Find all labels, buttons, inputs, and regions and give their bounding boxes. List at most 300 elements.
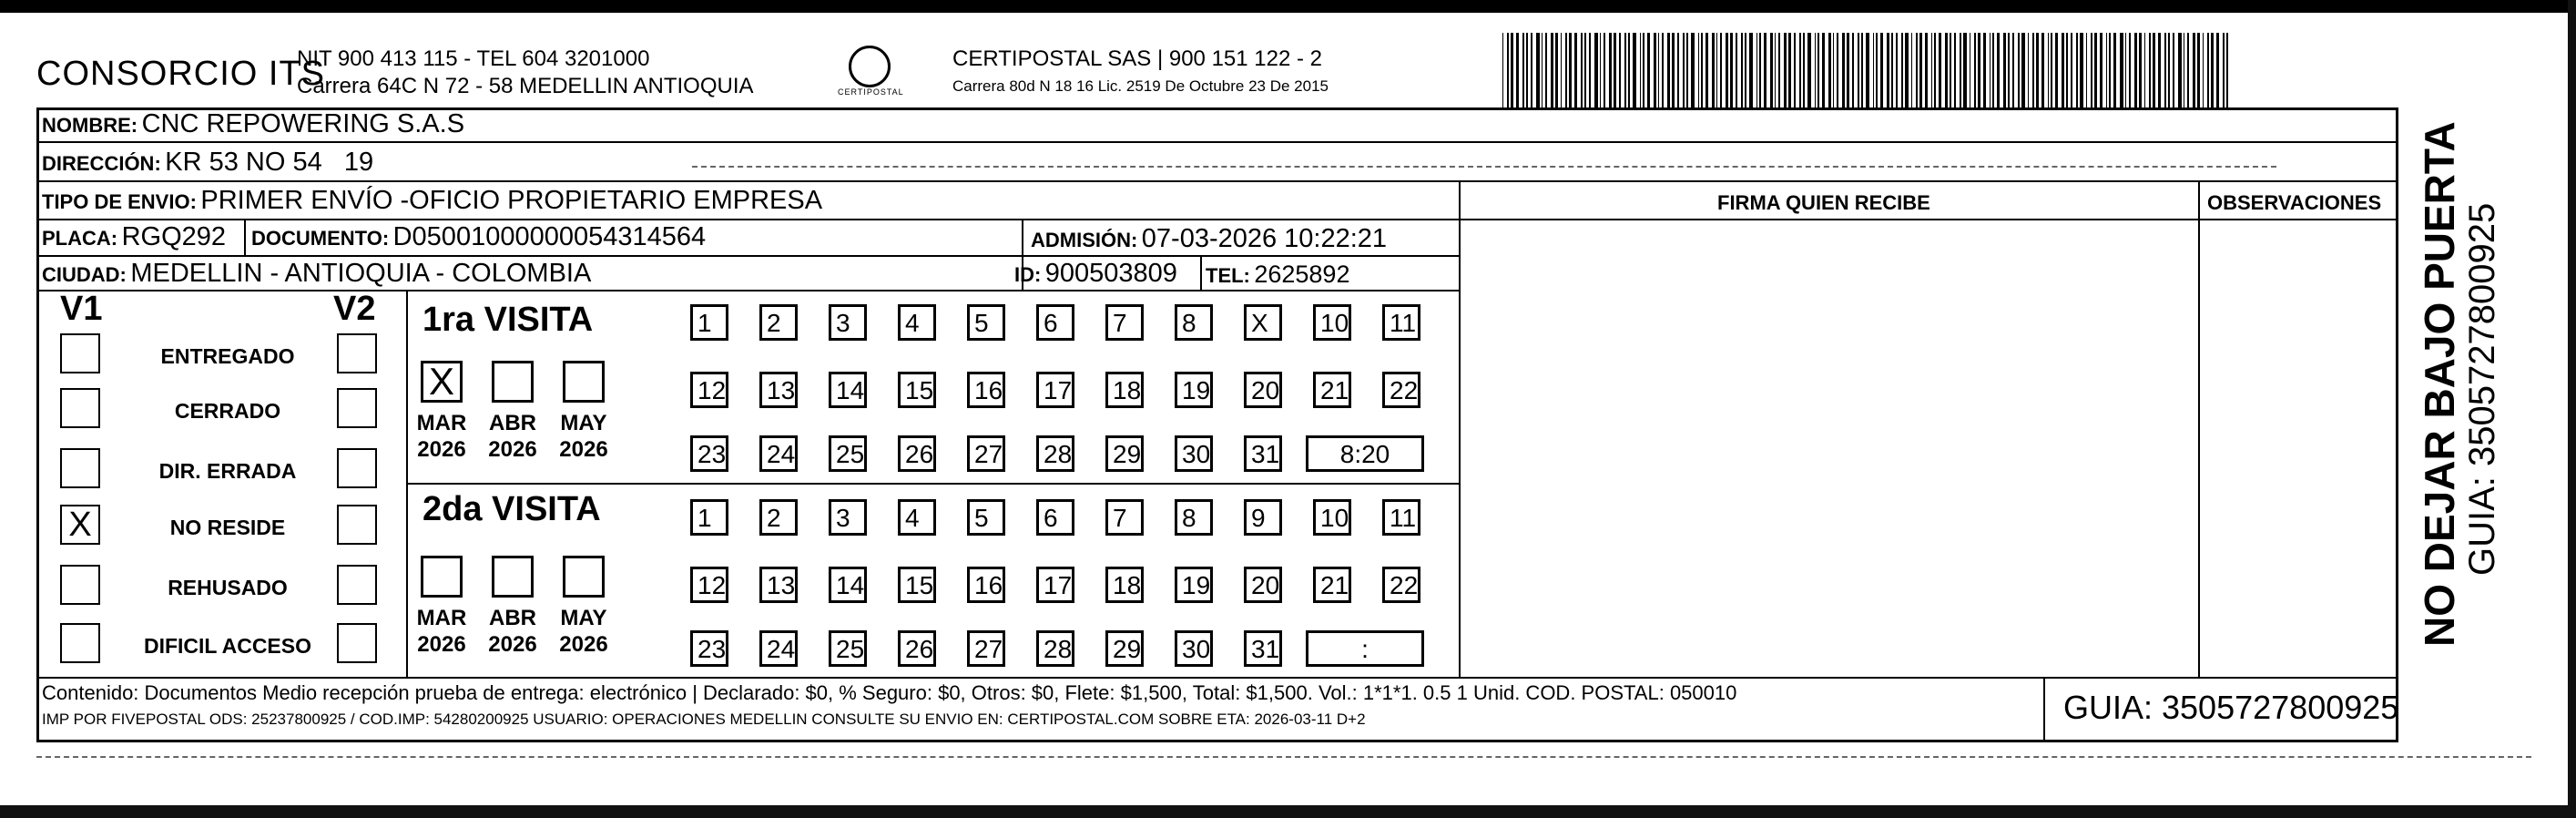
day-box[interactable]: 20: [1244, 567, 1282, 603]
carrier-line: CERTIPOSTAL SAS | 900 151 122 - 2: [952, 46, 1322, 71]
month-label: MAY 2026: [559, 606, 608, 657]
v2-checkbox[interactable]: [337, 448, 377, 488]
barcode-bar: [2187, 33, 2189, 107]
day-box[interactable]: 31: [1244, 630, 1282, 667]
barcode-bar: [1619, 33, 1620, 107]
month-checkbox[interactable]: [563, 361, 605, 403]
barcode-bar: [1764, 33, 1767, 107]
day-box[interactable]: 24: [759, 435, 798, 472]
barcode-bar: [2071, 33, 2072, 107]
barcode-bar: [1775, 33, 1776, 107]
top-edge-bar: [0, 0, 2576, 13]
v2-checkbox[interactable]: [337, 333, 377, 373]
barcode-bar: [1745, 33, 1747, 107]
id-value: 900503809: [1044, 259, 1177, 288]
day-box[interactable]: 1: [690, 499, 728, 536]
barcode-bar: [1614, 33, 1616, 107]
divider: [1459, 219, 2398, 220]
status-label: REHUSADO: [168, 576, 288, 599]
day-box[interactable]: X: [1244, 304, 1282, 341]
barcode-bar: [1561, 33, 1562, 107]
day-box[interactable]: 8: [1175, 499, 1213, 536]
barcode-bar: [1712, 33, 1715, 107]
barcode-bar: [2129, 33, 2131, 107]
divider: [406, 290, 408, 677]
barcode-bar: [2012, 33, 2014, 107]
barcode-bar: [1794, 33, 1795, 107]
day-box[interactable]: 21: [1313, 567, 1351, 603]
first-visit-title: 1ra VISITA: [423, 301, 594, 339]
day-box[interactable]: 29: [1105, 435, 1144, 472]
divider: [244, 219, 246, 255]
barcode-bar: [1662, 33, 1664, 107]
barcode-bar: [1916, 33, 1918, 107]
side-guia: GUIA: 3505727800925: [2462, 202, 2502, 576]
day-box[interactable]: 2: [759, 499, 798, 536]
day-box[interactable]: 24: [759, 630, 798, 667]
day-box[interactable]: 31: [1244, 435, 1282, 472]
company-name: CONSORCIO ITS: [36, 55, 326, 93]
barcode-bar: [1911, 33, 1912, 107]
month-label: MAR 2026: [416, 411, 467, 462]
day-box[interactable]: 29: [1105, 630, 1144, 667]
day-box[interactable]: 11: [1382, 304, 1420, 341]
day-box[interactable]: 12: [690, 372, 728, 408]
barcode-bar: [1658, 33, 1659, 107]
imp-line: IMP POR FIVEPOSTAL ODS: 25237800925 / COD.IMP: 54280200925 USUARIO: OPERACIONES MEDELLIN CONSULTE SU ENVIO EN: CERTIPOSTAL.COM SOBRE ETA: 2026-03-11 D+2: [42, 711, 1366, 728]
right-edge-bar: [2568, 0, 2576, 818]
ciudad-row: [42, 259, 591, 289]
barcode-bar: [1545, 33, 1547, 107]
barcode-bar: [1749, 33, 1752, 107]
month-checkbox[interactable]: [492, 556, 534, 598]
admision-label: ADMISIÓN:: [1031, 229, 1138, 251]
day-box[interactable]: 27: [967, 630, 1005, 667]
v2-checkbox[interactable]: [337, 623, 377, 663]
barcode-bar: [2032, 33, 2034, 107]
barcode: [1502, 33, 2231, 107]
tel-row: [1206, 261, 1349, 289]
barcode-bar: [2211, 33, 2214, 107]
day-box[interactable]: 30: [1175, 630, 1213, 667]
address-line: Carrera 64C N 72 - 58 MEDELLIN ANTIOQUIA: [297, 74, 754, 98]
day-box[interactable]: 19: [1175, 567, 1213, 603]
barcode-bar: [1654, 33, 1656, 107]
barcode-bar: [1963, 33, 1966, 107]
barcode-bar: [2164, 33, 2165, 107]
barcode-bar: [1858, 33, 1859, 107]
barcode-bar: [2158, 33, 2161, 107]
barcode-bar: [2003, 33, 2006, 107]
day-box[interactable]: 6: [1036, 304, 1074, 341]
barcode-bar: [2076, 33, 2079, 107]
certipostal-logo: [838, 46, 904, 97]
barcode-bar: [1837, 33, 1838, 107]
barcode-bar: [2048, 33, 2049, 107]
barcode-bar: [1799, 33, 1801, 107]
divider: [36, 290, 1459, 291]
logo-icon: [849, 46, 891, 87]
barcode-bar: [2207, 33, 2209, 107]
month-label: ABR 2026: [488, 411, 537, 462]
barcode-bar: [1600, 33, 1601, 107]
barcode-bar: [1741, 33, 1743, 107]
barcode-bar: [1633, 33, 1635, 107]
barcode-bar: [1542, 33, 1543, 107]
divider: [36, 180, 2398, 182]
barcode-bar: [2173, 33, 2175, 107]
day-box[interactable]: 27: [967, 435, 1005, 472]
barcode-bar: [1691, 33, 1694, 107]
barcode-bar: [2106, 33, 2107, 107]
day-box[interactable]: 14: [829, 567, 867, 603]
day-box[interactable]: 17: [1036, 372, 1074, 408]
barcode-bar: [2100, 33, 2103, 107]
barcode-bar: [1960, 33, 1962, 107]
month-checkbox[interactable]: [563, 556, 605, 598]
barcode-bar: [2125, 33, 2126, 107]
barcode-bar: [1919, 33, 1922, 107]
month-label: MAR 2026: [416, 606, 467, 657]
barcode-bar: [1551, 33, 1553, 107]
bottom-edge-bar: [0, 805, 2576, 818]
day-box[interactable]: 30: [1175, 435, 1213, 472]
barcode-bar: [1788, 33, 1791, 107]
barcode-bar: [2149, 33, 2151, 107]
barcode-bar: [1516, 33, 1519, 107]
tipo-row: [42, 186, 822, 216]
barcode-bar: [1990, 33, 1991, 107]
barcode-bar: [2216, 33, 2219, 107]
admision-row: [1031, 224, 1387, 254]
day-box[interactable]: 23: [690, 435, 728, 472]
barcode-bar: [1905, 33, 1908, 107]
barcode-bar: [1901, 33, 1904, 107]
day-box[interactable]: 22: [1382, 567, 1420, 603]
day-box[interactable]: 13: [759, 372, 798, 408]
barcode-bar: [2091, 33, 2092, 107]
no-dejar-text: NO DEJAR BAJO PUERTA: [2416, 121, 2463, 647]
barcode-bar: [2041, 33, 2044, 107]
barcode-bar: [2223, 33, 2224, 107]
barcode-bar: [2203, 33, 2204, 107]
day-box[interactable]: 26: [898, 630, 936, 667]
barcode-bar: [2193, 33, 2195, 107]
barcode-bar: [1584, 33, 1586, 107]
barcode-bar: [1531, 33, 1533, 107]
barcode-bar: [1677, 33, 1678, 107]
barcode-bar: [1686, 33, 1689, 107]
day-box[interactable]: 4: [898, 499, 936, 536]
barcode-bar: [1997, 33, 2000, 107]
day-box[interactable]: 14: [829, 372, 867, 408]
barcode-bar: [2094, 33, 2097, 107]
v1-checkbox[interactable]: [60, 448, 100, 488]
barcode-bar: [1624, 33, 1626, 107]
day-box[interactable]: 20: [1244, 372, 1282, 408]
time-box[interactable]: 8:20: [1306, 435, 1424, 472]
barcode-bar: [1880, 33, 1883, 107]
barcode-bar: [2134, 33, 2137, 107]
barcode-bar: [1778, 33, 1780, 107]
barcode-bar: [1581, 33, 1582, 107]
barcode-bar: [2109, 33, 2111, 107]
barcode-bar: [1954, 33, 1956, 107]
barcode-bar: [1647, 33, 1650, 107]
month-label: ABR 2026: [488, 606, 537, 657]
month-checkbox[interactable]: [421, 556, 463, 598]
barcode-bar: [1992, 33, 1994, 107]
barcode-bar: [1873, 33, 1874, 107]
barcode-bar: [1803, 33, 1806, 107]
barcode-bar: [1604, 33, 1605, 107]
v2-checkbox[interactable]: [337, 505, 377, 545]
firma-label: FIRMA QUIEN RECIBE: [1717, 191, 1930, 214]
nit-line: NIT 900 413 115 - TEL 604 3201000: [297, 46, 650, 71]
barcode-bar: [2021, 33, 2024, 107]
barcode-bar: [1759, 33, 1761, 107]
direccion-row: [42, 148, 373, 178]
barcode-bar: [1720, 33, 1722, 107]
placa-label: PLACA:: [42, 227, 118, 250]
barcode-bar: [2113, 33, 2116, 107]
day-box[interactable]: 11: [1382, 499, 1420, 536]
barcode-bar: [1876, 33, 1878, 107]
day-box[interactable]: 23: [690, 630, 728, 667]
admision-value: 07-03-2026 10:22:21: [1141, 224, 1388, 253]
day-box[interactable]: 18: [1105, 567, 1144, 603]
barcode-bar: [1565, 33, 1567, 107]
divider: [2043, 677, 2045, 742]
barcode-bar: [1939, 33, 1941, 107]
nombre-row: [42, 109, 464, 139]
status-label: CERRADO: [174, 399, 281, 423]
dashed-line: [692, 166, 2276, 168]
barcode-bar: [2226, 33, 2228, 107]
barcode-bar: [1522, 33, 1523, 107]
v2-checkbox[interactable]: [337, 388, 377, 428]
barcode-bar: [2086, 33, 2087, 107]
barcode-bar: [1511, 33, 1513, 107]
barcode-bar: [1931, 33, 1932, 107]
barcode-bar: [1705, 33, 1708, 107]
barcode-bar: [1716, 33, 1717, 107]
status-label: DIR. ERRADA: [158, 459, 297, 483]
day-box[interactable]: 10: [1313, 499, 1351, 536]
barcode-bar: [1683, 33, 1685, 107]
barcode-bar: [1822, 33, 1825, 107]
day-box[interactable]: 25: [829, 630, 867, 667]
barcode-bar: [2036, 33, 2039, 107]
barcode-bar: [2178, 33, 2181, 107]
barcode-bar: [1643, 33, 1644, 107]
day-box[interactable]: 25: [829, 435, 867, 472]
day-box[interactable]: 6: [1036, 499, 1074, 536]
divider: [1459, 180, 1461, 677]
status-label: ENTREGADO: [160, 344, 295, 368]
barcode-bar: [1925, 33, 1928, 107]
barcode-bar: [1852, 33, 1853, 107]
day-box[interactable]: 28: [1036, 630, 1074, 667]
barcode-bar: [1726, 33, 1728, 107]
day-box[interactable]: 16: [967, 372, 1005, 408]
barcode-bar: [1594, 33, 1597, 107]
barcode-bar: [1983, 33, 1986, 107]
company-info: [297, 46, 754, 100]
carrier-sub: Carrera 80d N 18 16 Lic. 2519 De Octubre 23 De 2015: [952, 77, 1329, 95]
barcode-bar: [2062, 33, 2064, 107]
day-box[interactable]: 9: [1244, 499, 1282, 536]
day-box[interactable]: 1: [690, 304, 728, 341]
id-row: [1014, 259, 1177, 289]
barcode-bar: [1536, 33, 1539, 107]
barcode-bar: [1815, 33, 1816, 107]
ciudad-label: CIUDAD:: [42, 263, 127, 286]
day-box[interactable]: 7: [1105, 499, 1144, 536]
barcode-bar: [1896, 33, 1898, 107]
barcode-bar: [1555, 33, 1558, 107]
barcode-bar: [1589, 33, 1592, 107]
day-box[interactable]: 28: [1036, 435, 1074, 472]
divider: [2198, 180, 2200, 677]
id-label: ID:: [1014, 263, 1042, 286]
barcode-bar: [1698, 33, 1699, 107]
day-box[interactable]: 22: [1382, 372, 1420, 408]
barcode-bar: [1828, 33, 1831, 107]
barcode-bar: [1934, 33, 1936, 107]
month-label: MAY 2026: [559, 411, 608, 462]
carrier-info: [952, 46, 1329, 100]
barcode-bar: [1756, 33, 1757, 107]
barcode-bar: [2120, 33, 2123, 107]
barcode-bar: [2055, 33, 2058, 107]
v1-checkbox[interactable]: [60, 623, 100, 663]
day-box[interactable]: 18: [1105, 372, 1144, 408]
day-box[interactable]: 12: [690, 567, 728, 603]
barcode-bar: [1842, 33, 1845, 107]
day-box[interactable]: 8: [1175, 304, 1213, 341]
dashed-line: [36, 756, 2531, 758]
barcode-bar: [1667, 33, 1670, 107]
divider: [406, 483, 1459, 485]
barcode-bar: [2197, 33, 2200, 107]
day-box[interactable]: 3: [829, 499, 867, 536]
v2-header: V2: [333, 290, 376, 328]
barcode-bar: [2168, 33, 2170, 107]
barcode-bar: [2028, 33, 2029, 107]
ciudad-value: MEDELLIN - ANTIOQUIA - COLOMBIA: [130, 259, 592, 288]
day-box[interactable]: 10: [1313, 304, 1351, 341]
footer-guia: GUIA: 3505727800925: [2063, 689, 2399, 726]
barcode-bar: [1861, 33, 1864, 107]
day-box[interactable]: 4: [898, 304, 936, 341]
tipo-label: TIPO DE ENVIO:: [42, 190, 197, 213]
barcode-bar: [1502, 33, 1503, 107]
v1-checkbox[interactable]: [60, 333, 100, 373]
barcode-bar: [2018, 33, 2021, 107]
time-box[interactable]: :: [1306, 630, 1424, 667]
barcode-bar: [1974, 33, 1976, 107]
barcode-bar: [1574, 33, 1577, 107]
day-box[interactable]: 16: [967, 567, 1005, 603]
day-box[interactable]: 3: [829, 304, 867, 341]
direccion-label: DIRECCIÓN:: [42, 152, 161, 175]
day-box[interactable]: 19: [1175, 372, 1213, 408]
tel-value: 2625892: [1254, 261, 1350, 288]
observaciones-label: OBSERVACIONES: [2207, 191, 2382, 214]
barcode-bar: [1887, 33, 1889, 107]
day-box[interactable]: 21: [1313, 372, 1351, 408]
day-box[interactable]: 2: [759, 304, 798, 341]
v1-checkbox[interactable]: [60, 565, 100, 605]
day-box[interactable]: 5: [967, 499, 1005, 536]
barcode-bar: [1672, 33, 1675, 107]
barcode-bar: [1978, 33, 1980, 107]
barcode-bar: [1866, 33, 1868, 107]
divider: [36, 255, 1459, 257]
barcode-bar: [2153, 33, 2155, 107]
tel-label: TEL:: [1206, 264, 1250, 287]
v1-checkbox[interactable]: [60, 388, 100, 428]
day-box[interactable]: 15: [898, 372, 936, 408]
barcode-bar: [1628, 33, 1631, 107]
v1-checkbox[interactable]: X: [60, 505, 100, 545]
day-box[interactable]: 17: [1036, 567, 1074, 603]
barcode-bar: [2144, 33, 2145, 107]
barcode-bar: [2051, 33, 2052, 107]
documento-value: D05001000000054314564: [392, 222, 707, 251]
divider: [36, 219, 1459, 220]
placa-row: [42, 222, 226, 252]
barcode-bar: [1833, 33, 1834, 107]
barcode-bar: [2080, 33, 2082, 107]
v2-checkbox[interactable]: [337, 565, 377, 605]
barcode-bar: [2066, 33, 2067, 107]
second-visit-title: 2da VISITA: [423, 490, 601, 528]
barcode-bar: [1770, 33, 1773, 107]
barcode-bar: [1701, 33, 1703, 107]
tipo-value: PRIMER ENVÍO -OFICIO PROPIETARIO EMPRESA: [200, 186, 823, 215]
day-box[interactable]: 15: [898, 567, 936, 603]
contenido-line: Contenido: Documentos Medio recepción prueba de entrega: electrónico | Declarado: $0, % Seguro: $0, Otros: $0, Flete: $1,500, Total: $1,500. Vol.: 1*1*1. 0.5 1 Unid. COD. POSTAL: 050010: [42, 681, 1737, 704]
barcode-bar: [1507, 33, 1509, 107]
day-box[interactable]: 5: [967, 304, 1005, 341]
v1-header: V1: [60, 290, 103, 328]
day-box[interactable]: 26: [898, 435, 936, 472]
divider: [36, 141, 2398, 143]
day-box[interactable]: 7: [1105, 304, 1144, 341]
barcode-bar: [1784, 33, 1787, 107]
nombre-value: CNC REPOWERING S.A.S: [141, 109, 465, 138]
month-checkbox[interactable]: X: [421, 361, 463, 403]
placa-value: RGQ292: [121, 222, 227, 251]
logo-text: CERTIPOSTAL: [838, 87, 904, 97]
barcode-bar: [1640, 33, 1641, 107]
status-label: DIFICIL ACCESO: [143, 634, 311, 658]
nombre-label: NOMBRE:: [42, 114, 138, 137]
divider: [1200, 255, 1202, 290]
barcode-bar: [1945, 33, 1948, 107]
barcode-bar: [1569, 33, 1572, 107]
barcode-bar: [2008, 33, 2009, 107]
barcode-bar: [2139, 33, 2142, 107]
month-checkbox[interactable]: [492, 361, 534, 403]
documento-row: [251, 222, 706, 252]
day-box[interactable]: 13: [759, 567, 798, 603]
documento-label: DOCUMENTO:: [251, 227, 390, 250]
direccion-value: KR 53 NO 54 19: [165, 148, 374, 177]
barcode-bar: [1730, 33, 1733, 107]
